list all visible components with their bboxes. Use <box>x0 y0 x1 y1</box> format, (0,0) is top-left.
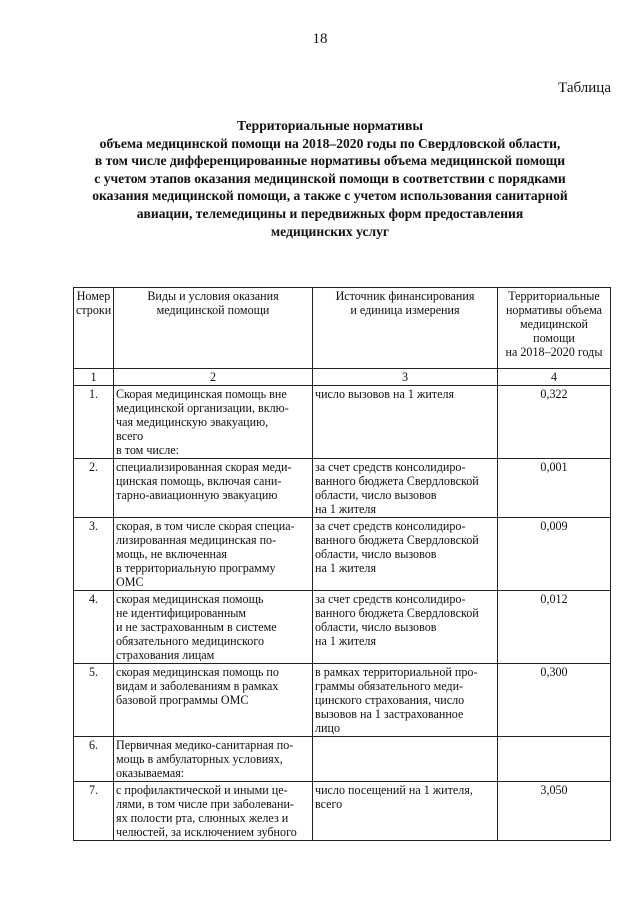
page-number: 18 <box>312 31 328 47</box>
header-line: медицинской помощи <box>156 303 270 317</box>
cell-line: за счет средств консолидиро- <box>315 592 466 606</box>
table-row <box>74 782 611 841</box>
norm-value: 0,012 <box>498 591 611 664</box>
care-type-cell <box>114 518 313 591</box>
row-number: 5. <box>74 664 114 737</box>
table-row <box>74 386 611 459</box>
cell-line: лицо <box>315 721 341 735</box>
row-number: 4. <box>74 591 114 664</box>
header-line: нормативы объема <box>505 303 603 317</box>
norm-value: 3,050 <box>498 782 611 841</box>
funding-source-cell <box>313 664 498 737</box>
title-line: авиации, телемедицины и передвижных форм предоставления <box>136 205 524 221</box>
cell-line: и не застрахованным в системе <box>116 620 277 634</box>
cell-line: челюстей, за исключением зубного <box>116 825 297 839</box>
norm-value <box>498 737 611 782</box>
cell-line: граммы обязательного меди- <box>315 679 464 693</box>
norm-value: 0,009 <box>498 518 611 591</box>
cell-line: скорая медицинская помощь <box>116 592 264 606</box>
title-line: медицинских услуг <box>270 223 390 239</box>
cell-line: чая медицинскую эвакуацию, <box>116 415 269 429</box>
care-type-cell <box>114 591 313 664</box>
header-line: на 2018–2020 годы <box>505 345 603 359</box>
cell-line: оказываемая: <box>116 766 185 780</box>
cell-line: всего <box>116 429 144 443</box>
title-line: с учетом этапов оказания медицинской помощи в соответствии с порядками <box>94 170 566 186</box>
cell-line: мощь, не включенная <box>116 547 227 561</box>
row-number: 7. <box>74 782 114 841</box>
table-row <box>74 591 611 664</box>
row-number: 3. <box>74 518 114 591</box>
header-norms <box>498 288 611 369</box>
norms-table <box>73 287 611 841</box>
cell-line: скорая, в том числе скорая специа- <box>116 519 295 533</box>
care-type-cell <box>114 737 313 782</box>
cell-line: видам и заболеваниям в рамках <box>116 679 279 693</box>
header-line: Источник финансирования <box>335 289 475 303</box>
column-number-row <box>74 369 611 386</box>
cell-line: цинская помощь, включая сани- <box>116 474 282 488</box>
funding-source-cell <box>313 591 498 664</box>
header-line: и единица измерения <box>350 303 460 317</box>
title-line: оказания медицинской помощи, а также с учетом использования санитарной <box>92 188 568 204</box>
column-number: 1 <box>74 369 114 386</box>
header-funding-source <box>313 288 498 369</box>
row-number: 2. <box>74 459 114 518</box>
cell-line: мощь в амбулаторных условиях, <box>116 752 283 766</box>
cell-line: за счет средств консолидиро- <box>315 460 466 474</box>
cell-line: на 1 жителя <box>315 502 377 516</box>
column-number: 4 <box>498 369 611 386</box>
cell-line: лизированная медицинская по- <box>116 533 277 547</box>
cell-line: ванного бюджета Свердловской <box>315 533 479 547</box>
funding-source-cell <box>313 518 498 591</box>
cell-line: ванного бюджета Свердловской <box>315 474 479 488</box>
row-number: 1. <box>74 386 114 459</box>
header-line: помощи <box>533 331 575 345</box>
table-label: Таблица <box>558 80 611 96</box>
table-body <box>74 386 611 841</box>
norm-value: 0,001 <box>498 459 611 518</box>
cell-line: области, число вызовов <box>315 620 437 634</box>
care-type-cell <box>114 782 313 841</box>
cell-line: скорая медицинская помощь по <box>116 665 279 679</box>
funding-source-cell <box>313 459 498 518</box>
cell-line: страхования лицам <box>116 648 215 662</box>
cell-line: специализированная скорая меди- <box>116 460 292 474</box>
cell-line: области, число вызовов <box>315 488 437 502</box>
table-row <box>74 664 611 737</box>
cell-line: цинского страхования, число <box>315 693 465 707</box>
cell-line: медицинской организации, вклю- <box>116 401 289 415</box>
cell-line: число посещений на 1 жителя, <box>315 783 473 797</box>
header-line: строки <box>76 303 112 317</box>
cell-line: вызовов на 1 застрахованное <box>315 707 464 721</box>
header-row-number <box>74 288 114 369</box>
cell-line: Первичная медико-санитарная по- <box>116 738 294 752</box>
title-line: в том числе дифференцированные нормативы объема медицинской помощи <box>94 153 566 169</box>
cell-line: ОМС <box>116 575 144 589</box>
title-line: объема медицинской помощи на 2018–2020 годы по Свердловской области, <box>99 135 561 151</box>
title-line: Территориальные нормативы <box>237 118 423 133</box>
cell-line: обязательного медицинского <box>116 634 265 648</box>
header-line: Территориальные <box>508 289 600 303</box>
table-header-row <box>74 288 611 369</box>
norm-value: 0,300 <box>498 664 611 737</box>
table-row <box>74 737 611 782</box>
cell-line: на 1 жителя <box>315 561 377 575</box>
cell-line: тарно-авиационную эвакуацию <box>116 488 278 502</box>
cell-line: с профилактической и иными це- <box>116 783 288 797</box>
row-number: 6. <box>74 737 114 782</box>
cell-line: в территориальную программу <box>116 561 276 575</box>
cell-line: Скорая медицинская помощь вне <box>116 387 287 401</box>
norm-value: 0,322 <box>498 386 611 459</box>
care-type-cell <box>114 459 313 518</box>
funding-source-cell <box>313 782 498 841</box>
header-line: медицинской <box>519 317 589 331</box>
cell-line: лями, в том числе при заболевани- <box>116 797 294 811</box>
cell-line: в рамках территориальной про- <box>315 665 478 679</box>
header-line: Номер <box>76 289 111 303</box>
header-care-type <box>114 288 313 369</box>
cell-line: всего <box>315 797 343 811</box>
document-title <box>50 117 610 240</box>
cell-line: базовой программы ОМС <box>116 693 249 707</box>
cell-line: на 1 жителя <box>315 634 377 648</box>
care-type-cell <box>114 664 313 737</box>
cell-line: в том числе: <box>116 443 180 457</box>
cell-line: не идентифицированным <box>116 606 247 620</box>
cell-line: за счет средств консолидиро- <box>315 519 466 533</box>
funding-source-cell <box>313 386 498 459</box>
cell-line: области, число вызовов <box>315 547 437 561</box>
header-line: Виды и условия оказания <box>147 289 279 303</box>
cell-line: число вызовов на 1 жителя <box>315 387 455 401</box>
column-number: 3 <box>313 369 498 386</box>
care-type-cell <box>114 386 313 459</box>
funding-source-cell <box>313 737 498 782</box>
table-row <box>74 459 611 518</box>
cell-line: ванного бюджета Свердловской <box>315 606 479 620</box>
table-row <box>74 518 611 591</box>
column-number: 2 <box>114 369 313 386</box>
cell-line: ях полости рта, слюнных желез и <box>116 811 289 825</box>
